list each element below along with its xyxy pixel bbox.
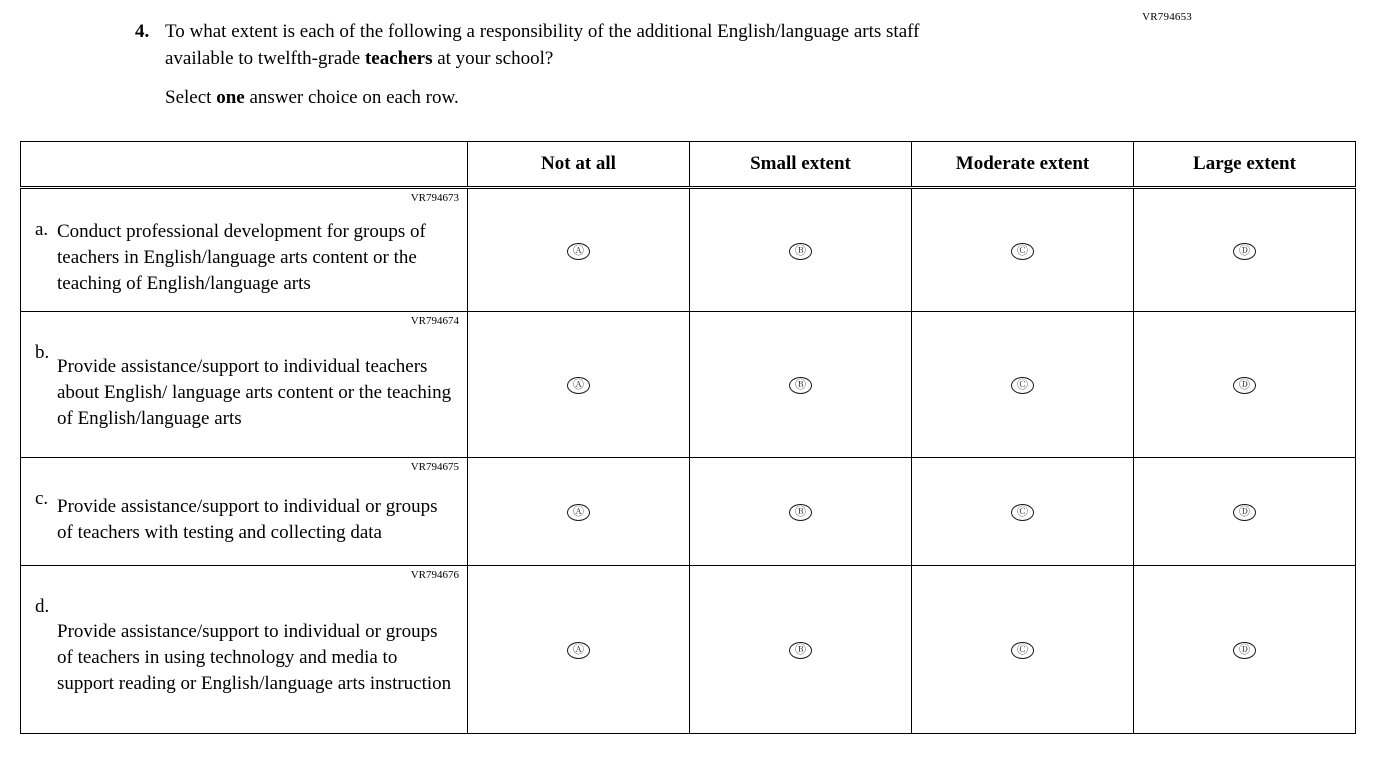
option-c-large-extent[interactable] [1134, 458, 1356, 566]
matrix-header [21, 142, 1356, 188]
table-row [21, 312, 1356, 458]
radio-bubble-a[interactable]: Ⓐ [567, 642, 590, 659]
option-d-large-extent[interactable] [1134, 566, 1356, 734]
row-letter-b: b. [35, 342, 50, 363]
row-stem-c [21, 458, 468, 566]
page-code: VR794653 [1142, 11, 1192, 23]
table-row [21, 566, 1356, 734]
row-text-d: Provide assistance/support to individual or groups of teachers in using technology and media to support reading or English/language arts instruction [57, 620, 452, 694]
radio-bubble-c[interactable]: Ⓒ [1011, 243, 1034, 260]
matrix-header-moderate-extent: Moderate extent [912, 142, 1134, 188]
matrix-body [21, 188, 1356, 734]
row-text-b: Provide assistance/support to individual teachers about English/ language arts content or the teaching of English/language arts [57, 355, 452, 429]
option-a-not-at-all[interactable] [468, 188, 690, 312]
row-text-c: Provide assistance/support to individual or groups of teachers with testing and collecting data [57, 495, 438, 543]
option-a-large-extent[interactable] [1134, 188, 1356, 312]
question-text [165, 18, 925, 72]
question-text-part2: at your school? [432, 48, 554, 69]
radio-bubble-c[interactable]: Ⓒ [1011, 504, 1034, 521]
row-code-a: VR794673 [410, 192, 459, 204]
question-text-emphasis: teachers [364, 48, 433, 69]
row-code-d: VR794676 [410, 569, 459, 581]
matrix-header-large-extent: Large extent [1134, 142, 1356, 188]
radio-bubble-d[interactable]: Ⓓ [1233, 642, 1256, 659]
matrix-header-small-extent: Small extent [690, 142, 912, 188]
option-b-small-extent[interactable] [690, 312, 912, 458]
radio-bubble-b[interactable]: Ⓑ [789, 243, 812, 260]
matrix-header-row [21, 142, 1356, 188]
radio-bubble-b[interactable]: Ⓑ [789, 504, 812, 521]
radio-bubble-c[interactable]: Ⓒ [1011, 377, 1034, 394]
option-d-small-extent[interactable] [690, 566, 912, 734]
row-stem-a [21, 188, 468, 312]
question-number: 4. [135, 21, 150, 42]
option-c-moderate-extent[interactable] [912, 458, 1134, 566]
instruction-text [165, 84, 1195, 111]
row-letter-d: d. [35, 596, 50, 617]
row-text-a: Conduct professional development for groups of teachers in English/language arts content or the teaching of English/language arts [57, 221, 426, 294]
option-b-moderate-extent[interactable] [912, 312, 1134, 458]
radio-bubble-b[interactable]: Ⓑ [789, 642, 812, 659]
question-text-part1: To what extent is each of the following a responsibility of the additional English/language arts staff available to twelfth-grade [165, 21, 920, 69]
radio-bubble-d[interactable]: Ⓓ [1233, 377, 1256, 394]
response-matrix [20, 141, 1355, 734]
matrix-header-stem [21, 142, 468, 188]
matrix-header-not-at-all: Not at all [468, 142, 690, 188]
matrix-table [20, 141, 1356, 734]
option-b-not-at-all[interactable] [468, 312, 690, 458]
instruction-emphasis: one [216, 87, 245, 108]
radio-bubble-a[interactable]: Ⓐ [567, 243, 590, 260]
option-a-small-extent[interactable] [690, 188, 912, 312]
table-row [21, 458, 1356, 566]
row-code-b: VR794674 [410, 315, 459, 327]
row-letter-c: c. [35, 488, 49, 509]
table-row [21, 188, 1356, 312]
option-c-not-at-all[interactable] [468, 458, 690, 566]
question-block [135, 18, 1195, 111]
option-a-moderate-extent[interactable] [912, 188, 1134, 312]
radio-bubble-d[interactable]: Ⓓ [1233, 504, 1256, 521]
row-letter-a: a. [35, 219, 49, 240]
row-stem-b [21, 312, 468, 458]
question-row [135, 18, 1195, 72]
radio-bubble-b[interactable]: Ⓑ [789, 377, 812, 394]
option-d-not-at-all[interactable] [468, 566, 690, 734]
radio-bubble-a[interactable]: Ⓐ [567, 504, 590, 521]
radio-bubble-a[interactable]: Ⓐ [567, 377, 590, 394]
instruction-pre: Select [165, 87, 217, 108]
radio-bubble-d[interactable]: Ⓓ [1233, 243, 1256, 260]
row-stem-d [21, 566, 468, 734]
option-b-large-extent[interactable] [1134, 312, 1356, 458]
instruction-post: answer choice on each row. [244, 87, 459, 108]
row-code-c: VR794675 [410, 461, 459, 473]
option-c-small-extent[interactable] [690, 458, 912, 566]
radio-bubble-c[interactable]: Ⓒ [1011, 642, 1034, 659]
option-d-moderate-extent[interactable] [912, 566, 1134, 734]
